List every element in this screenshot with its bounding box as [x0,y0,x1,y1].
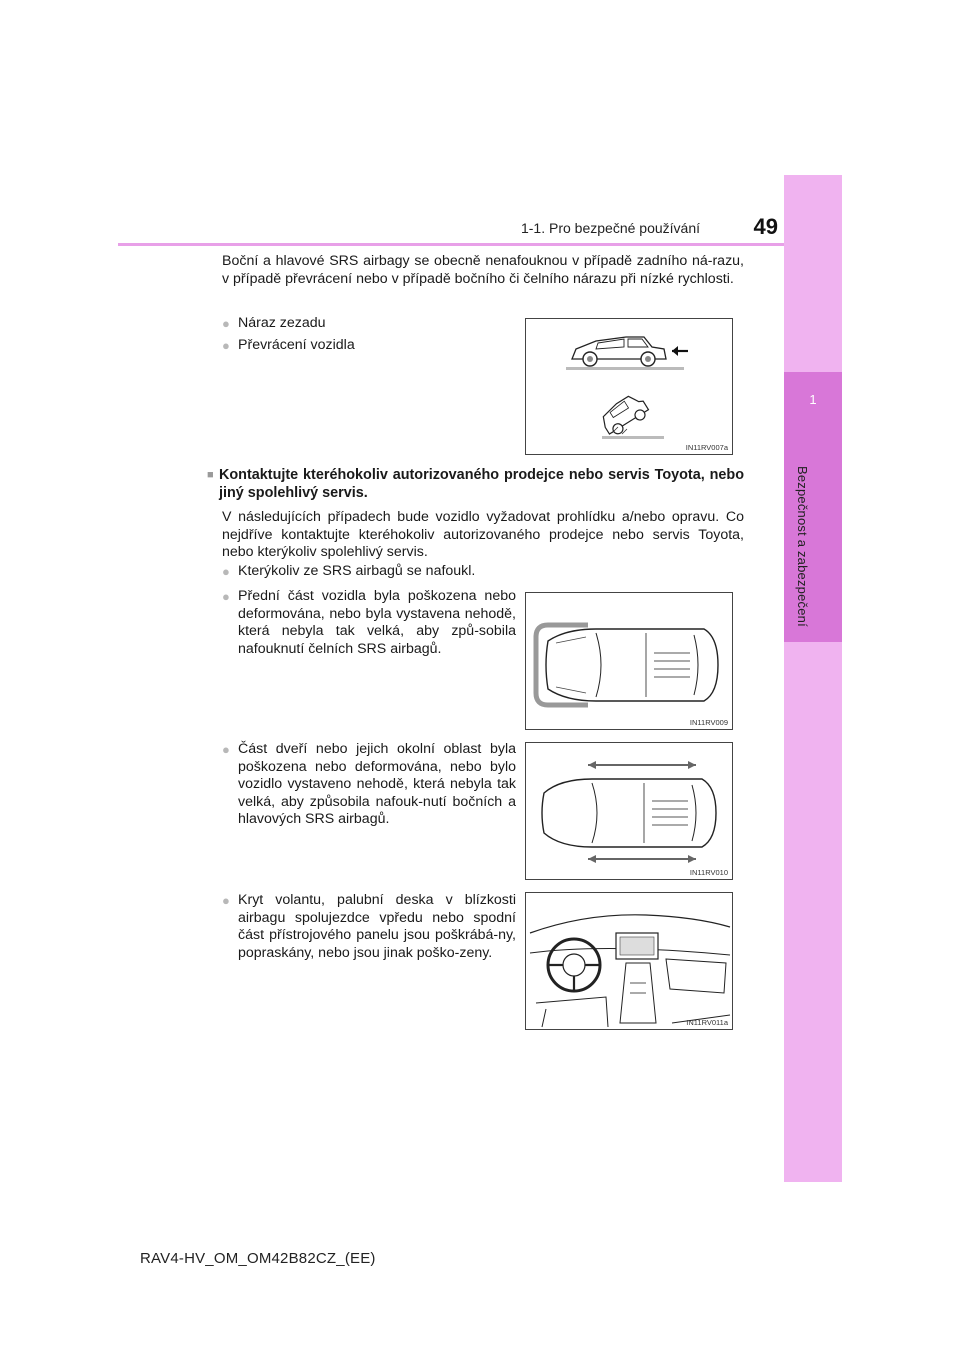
figure-front-damage [525,592,733,730]
figure-door-damage [525,742,733,880]
figure-code: IN11RV010 [689,868,728,877]
square-heading-icon: ■ [207,469,214,481]
list-item: ● Náraz zezadu [222,315,326,331]
figure-code: IN11RV011a [686,1018,728,1027]
car-top-front-illustration [526,593,732,729]
intro-paragraph: Boční a hlavové SRS airbagy se obecně nenafouknou v případě zadního ná-razu, v případě převrácení nebo v případě bočního či čelního nárazu při nízké rychlosti. [222,253,744,287]
circle-bullet-icon: ● [222,316,230,331]
car-side-illustration [526,319,732,454]
figure-rear-impact-rollover [525,318,733,455]
figure-code: IN11RV009 [689,718,728,727]
page-number: 49 [753,214,778,239]
list-item: ● Kterýkoliv ze SRS airbagů se nafoukl. [222,563,476,579]
section-title: 1-1. Pro bezpečné používání [520,220,700,236]
circle-bullet-icon: ● [222,338,230,353]
header-rule [118,243,784,246]
dashboard-illustration [526,893,732,1029]
list-item: ● Přední část vozidla byla poškozena nebo deformována, nebo byla vystavena nehodě, která nebyla tak velká, aby způ-sobila nafouknutí čelních SRS airbagů. [222,588,516,657]
car-top-side-illustration [526,743,732,879]
circle-bullet-icon: ● [222,893,230,908]
figure-code: IN11RV007a [685,443,728,452]
list-item: ● Převrácení vozidla [222,337,355,353]
circle-bullet-icon: ● [222,742,230,757]
figure-dashboard [525,892,733,1030]
chapter-number: 1 [809,392,817,407]
section-heading: ■ Kontaktujte kteréhokoliv autorizovaného prodejce nebo servis Toyota, nebo jiný spolehlivý servis. [207,467,744,501]
circle-bullet-icon: ● [222,589,230,604]
list-item: ● Část dveří nebo jejich okolní oblast byla poškozena nebo deformována, nebo bylo vozidlo vystaveno nehodě, která nebyla tak velká, aby způsobila nafouk-nutí bočních a hlavových SRS airbagů. [222,741,516,827]
section-body: V následujících případech bude vozidlo vyžadovat prohlídku a/nebo opravu. Co nejdříve kontaktujte kteréhokoliv autorizovaného prodejce nebo servis Toyota, nebo kterýkoliv spolehlivý servis. [222,509,744,560]
chapter-title: Bezpečnost a zabezpečení [795,466,810,627]
circle-bullet-icon: ● [222,564,230,579]
document-code: RAV4-HV_OM_OM42B82CZ_(EE) [140,1250,376,1267]
chapter-side-tab [784,175,842,1182]
list-item: ● Kryt volantu, palubní deska v blízkosti airbagu spolujezdce vpředu nebo spodní část přístrojového panelu jsou poškrábá-ny, popraskány, nebo jsou jinak poško-zeny. [222,892,516,961]
